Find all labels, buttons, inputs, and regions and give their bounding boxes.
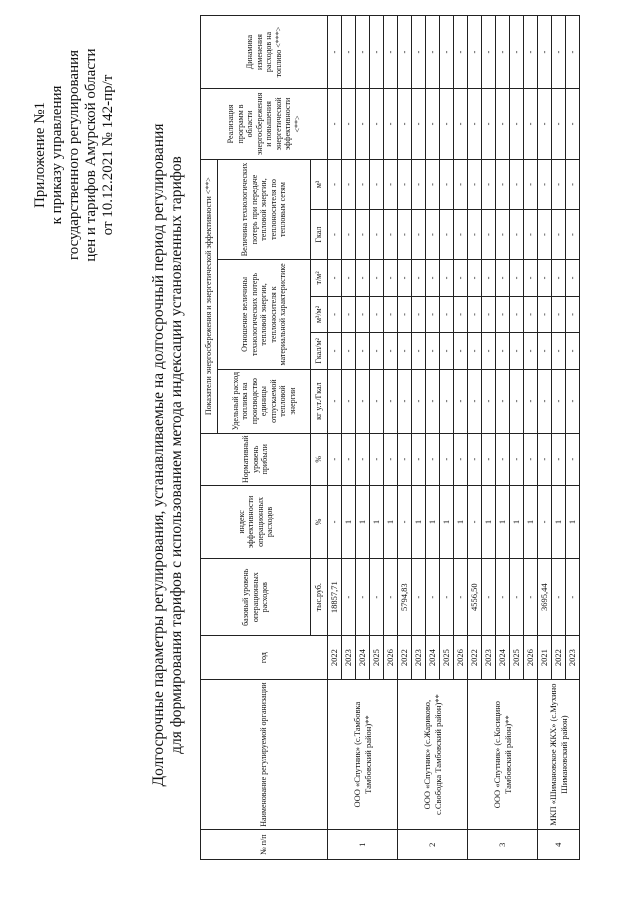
row-year: 2023 xyxy=(566,636,580,679)
cell-profit: - xyxy=(440,433,454,485)
header-index: индекс эффективности операционных расходов xyxy=(201,485,311,558)
cell-ratio-3: - xyxy=(356,260,370,296)
cell-base: - xyxy=(342,558,356,636)
cell-ratio-1: - xyxy=(342,333,356,369)
table-row xyxy=(538,16,552,860)
cell-dynamics: - xyxy=(328,16,342,89)
cell-index: 1 xyxy=(342,485,356,558)
cell-ratio-2: - xyxy=(356,296,370,332)
row-num: 1 xyxy=(328,830,398,860)
cell-loss-1: - xyxy=(454,210,468,260)
cell-profit: - xyxy=(398,433,412,485)
cell-dynamics: - xyxy=(426,16,440,89)
cell-ratio-3: - xyxy=(552,260,566,296)
cell-base: 4556,50 xyxy=(468,558,482,636)
unit-loss-1: Гкал xyxy=(311,210,328,260)
cell-program: - xyxy=(468,89,482,160)
row-year: 2025 xyxy=(440,636,454,679)
cell-ratio-3: - xyxy=(454,260,468,296)
cell-dynamics: - xyxy=(496,16,510,89)
cell-loss-2: - xyxy=(398,159,412,209)
cell-program: - xyxy=(510,89,524,160)
appendix-line: цен и тарифов Амурской области xyxy=(83,48,99,262)
cell-profit: - xyxy=(426,433,440,485)
cell-ratio-1: - xyxy=(468,333,482,369)
row-year: 2022 xyxy=(552,636,566,679)
cell-fuel: - xyxy=(370,369,384,433)
cell-ratio-3: - xyxy=(384,260,398,296)
cell-profit: - xyxy=(538,433,552,485)
cell-dynamics: - xyxy=(552,16,566,89)
header-losses: Величина технологических потерь при передаче тепловой энергии, теплоносителя по тепловым сетям xyxy=(218,159,311,259)
cell-dynamics: - xyxy=(566,16,580,89)
cell-loss-2: - xyxy=(440,159,454,209)
cell-ratio-3: - xyxy=(566,260,580,296)
cell-ratio-3: - xyxy=(482,260,496,296)
cell-fuel: - xyxy=(538,369,552,433)
cell-loss-1: - xyxy=(426,210,440,260)
org-name: ООО «Спутник» (с.Косицино Тамбовский район)** xyxy=(468,679,538,830)
cell-loss-1: - xyxy=(328,210,342,260)
cell-profit: - xyxy=(384,433,398,485)
header-energy-group: Показатели энергосбережения и энергетической эффективности <**> xyxy=(201,159,218,433)
cell-program: - xyxy=(398,89,412,160)
cell-program: - xyxy=(440,89,454,160)
cell-ratio-2: - xyxy=(328,296,342,332)
cell-ratio-2: - xyxy=(398,296,412,332)
cell-base: - xyxy=(524,558,538,636)
org-name: МКП «Шимановское ЖКХ» (с.Мухино Шимановский район) xyxy=(538,679,580,830)
cell-loss-1: - xyxy=(370,210,384,260)
cell-dynamics: - xyxy=(384,16,398,89)
cell-base: - xyxy=(496,558,510,636)
cell-loss-2: - xyxy=(552,159,566,209)
cell-loss-1: - xyxy=(384,210,398,260)
org-name: ООО «Спутник» (с.Тамбовка Тамбовский район)** xyxy=(328,679,398,830)
unit-profit: % xyxy=(311,433,328,485)
cell-index: 1 xyxy=(426,485,440,558)
cell-ratio-1: - xyxy=(566,333,580,369)
cell-index: - xyxy=(538,485,552,558)
row-year: 2023 xyxy=(482,636,496,679)
cell-ratio-1: - xyxy=(370,333,384,369)
cell-loss-2: - xyxy=(468,159,482,209)
cell-profit: - xyxy=(496,433,510,485)
row-year: 2025 xyxy=(510,636,524,679)
cell-fuel: - xyxy=(342,369,356,433)
row-year: 2026 xyxy=(524,636,538,679)
cell-ratio-1: - xyxy=(482,333,496,369)
cell-index: 1 xyxy=(524,485,538,558)
cell-ratio-1: - xyxy=(454,333,468,369)
appendix-header xyxy=(32,45,117,265)
header-dynamics: Динамика изменения расходов на топливо <***> xyxy=(201,16,328,89)
cell-base: 3695,44 xyxy=(538,558,552,636)
cell-loss-2: - xyxy=(356,159,370,209)
cell-program: - xyxy=(566,89,580,160)
cell-fuel: - xyxy=(468,369,482,433)
cell-index: 1 xyxy=(356,485,370,558)
cell-ratio-1: - xyxy=(524,333,538,369)
cell-fuel: - xyxy=(384,369,398,433)
cell-base: - xyxy=(440,558,454,636)
org-name: ООО «Спутник» (с.Жариково, с.Свободка Тамбовский район)** xyxy=(398,679,468,830)
cell-loss-2: - xyxy=(384,159,398,209)
title-line-2: для формирования тарифов с использованием метода индексации установленных тарифов xyxy=(168,156,185,754)
header-org: Наименование регулируемой организации xyxy=(201,679,328,830)
row-year: 2026 xyxy=(454,636,468,679)
unit-index: % xyxy=(311,485,328,558)
cell-profit: - xyxy=(412,433,426,485)
cell-ratio-2: - xyxy=(482,296,496,332)
cell-ratio-2: - xyxy=(342,296,356,332)
row-year: 2024 xyxy=(426,636,440,679)
cell-program: - xyxy=(384,89,398,160)
row-year: 2026 xyxy=(384,636,398,679)
cell-profit: - xyxy=(566,433,580,485)
header-program: Реализация программ в области энергосбережения и повышения энергетической эффективности <**> xyxy=(201,89,328,160)
cell-program: - xyxy=(356,89,370,160)
cell-base: - xyxy=(482,558,496,636)
cell-ratio-1: - xyxy=(328,333,342,369)
header-num: № п/п xyxy=(201,830,328,860)
cell-loss-1: - xyxy=(510,210,524,260)
cell-loss-1: - xyxy=(482,210,496,260)
cell-program: - xyxy=(412,89,426,160)
cell-index: - xyxy=(328,485,342,558)
cell-base: 18857,71 xyxy=(328,558,342,636)
unit-base: тыс.руб. xyxy=(311,558,328,636)
cell-profit: - xyxy=(454,433,468,485)
cell-ratio-2: - xyxy=(566,296,580,332)
cell-profit: - xyxy=(356,433,370,485)
row-num: 2 xyxy=(398,830,468,860)
cell-dynamics: - xyxy=(510,16,524,89)
cell-fuel: - xyxy=(482,369,496,433)
cell-dynamics: - xyxy=(356,16,370,89)
appendix-line: от 10.12.2021 № 142-пр/т xyxy=(100,74,116,236)
cell-base: - xyxy=(370,558,384,636)
cell-ratio-2: - xyxy=(384,296,398,332)
cell-fuel: - xyxy=(398,369,412,433)
cell-index: 1 xyxy=(510,485,524,558)
cell-ratio-1: - xyxy=(538,333,552,369)
cell-dynamics: - xyxy=(454,16,468,89)
cell-ratio-1: - xyxy=(510,333,524,369)
cell-loss-1: - xyxy=(412,210,426,260)
row-num: 4 xyxy=(538,830,580,860)
cell-base: - xyxy=(454,558,468,636)
cell-ratio-2: - xyxy=(468,296,482,332)
cell-ratio-1: - xyxy=(384,333,398,369)
unit-fuel: кг у.т./Гкал xyxy=(311,369,328,433)
cell-loss-1: - xyxy=(524,210,538,260)
header-fuel: Удельный расход топлива на производство единицы отпускаемой тепловой энергии xyxy=(218,369,311,433)
cell-profit: - xyxy=(468,433,482,485)
cell-index: 1 xyxy=(552,485,566,558)
cell-dynamics: - xyxy=(440,16,454,89)
cell-ratio-3: - xyxy=(440,260,454,296)
cell-loss-1: - xyxy=(552,210,566,260)
cell-ratio-2: - xyxy=(538,296,552,332)
cell-loss-2: - xyxy=(342,159,356,209)
cell-loss-2: - xyxy=(370,159,384,209)
row-year: 2022 xyxy=(328,636,342,679)
cell-loss-1: - xyxy=(566,210,580,260)
cell-profit: - xyxy=(552,433,566,485)
cell-index: 1 xyxy=(496,485,510,558)
cell-ratio-1: - xyxy=(398,333,412,369)
cell-profit: - xyxy=(328,433,342,485)
cell-loss-1: - xyxy=(342,210,356,260)
header-year: год xyxy=(201,636,328,679)
cell-profit: - xyxy=(482,433,496,485)
cell-ratio-3: - xyxy=(370,260,384,296)
cell-ratio-3: - xyxy=(538,260,552,296)
table-body xyxy=(328,16,580,860)
cell-program: - xyxy=(454,89,468,160)
cell-dynamics: - xyxy=(412,16,426,89)
cell-program: - xyxy=(426,89,440,160)
cell-ratio-1: - xyxy=(356,333,370,369)
row-year: 2025 xyxy=(370,636,384,679)
cell-program: - xyxy=(538,89,552,160)
cell-program: - xyxy=(496,89,510,160)
cell-index: 1 xyxy=(454,485,468,558)
cell-ratio-3: - xyxy=(510,260,524,296)
row-year: 2024 xyxy=(356,636,370,679)
cell-program: - xyxy=(342,89,356,160)
cell-index: 1 xyxy=(566,485,580,558)
cell-fuel: - xyxy=(328,369,342,433)
header-profit: Нормативный уровень прибыли xyxy=(201,433,311,485)
cell-loss-2: - xyxy=(524,159,538,209)
title-line-1: Долгосрочные параметры регулирования, устанавливаемые на долгосрочный период регулирования xyxy=(150,123,167,787)
cell-ratio-1: - xyxy=(552,333,566,369)
cell-fuel: - xyxy=(566,369,580,433)
cell-base: - xyxy=(552,558,566,636)
cell-fuel: - xyxy=(524,369,538,433)
cell-program: - xyxy=(524,89,538,160)
header-ratio: Отношение величины технологических потерь тепловой энергии, теплоносителя к материальной характеристике xyxy=(218,260,311,369)
unit-ratio-2: м³/м² xyxy=(311,296,328,332)
cell-fuel: - xyxy=(454,369,468,433)
document-title xyxy=(150,35,186,875)
cell-ratio-1: - xyxy=(426,333,440,369)
cell-fuel: - xyxy=(426,369,440,433)
cell-ratio-2: - xyxy=(524,296,538,332)
cell-index: 1 xyxy=(370,485,384,558)
cell-dynamics: - xyxy=(398,16,412,89)
cell-ratio-3: - xyxy=(412,260,426,296)
row-year: 2023 xyxy=(342,636,356,679)
cell-loss-2: - xyxy=(496,159,510,209)
row-year: 2022 xyxy=(468,636,482,679)
unit-ratio-1: Гкал/м² xyxy=(311,333,328,369)
cell-ratio-1: - xyxy=(496,333,510,369)
appendix-line: к приказу управления xyxy=(49,85,65,225)
appendix-line: государственного регулирования xyxy=(66,49,82,261)
cell-dynamics: - xyxy=(482,16,496,89)
cell-fuel: - xyxy=(552,369,566,433)
cell-ratio-3: - xyxy=(426,260,440,296)
cell-ratio-2: - xyxy=(440,296,454,332)
cell-index: - xyxy=(398,485,412,558)
cell-ratio-2: - xyxy=(412,296,426,332)
cell-base: - xyxy=(426,558,440,636)
cell-fuel: - xyxy=(510,369,524,433)
cell-ratio-2: - xyxy=(426,296,440,332)
table-row xyxy=(468,16,482,860)
cell-profit: - xyxy=(510,433,524,485)
cell-index: - xyxy=(468,485,482,558)
cell-dynamics: - xyxy=(468,16,482,89)
cell-program: - xyxy=(482,89,496,160)
cell-loss-2: - xyxy=(454,159,468,209)
cell-program: - xyxy=(552,89,566,160)
cell-ratio-3: - xyxy=(524,260,538,296)
cell-loss-2: - xyxy=(426,159,440,209)
cell-fuel: - xyxy=(496,369,510,433)
unit-loss-2: м³ xyxy=(311,159,328,209)
cell-ratio-2: - xyxy=(552,296,566,332)
cell-loss-2: - xyxy=(510,159,524,209)
cell-loss-1: - xyxy=(496,210,510,260)
cell-loss-1: - xyxy=(356,210,370,260)
cell-base: - xyxy=(566,558,580,636)
cell-ratio-3: - xyxy=(468,260,482,296)
cell-fuel: - xyxy=(356,369,370,433)
cell-ratio-3: - xyxy=(328,260,342,296)
row-num: 3 xyxy=(468,830,538,860)
cell-ratio-2: - xyxy=(510,296,524,332)
row-year: 2022 xyxy=(398,636,412,679)
cell-profit: - xyxy=(524,433,538,485)
cell-base: 5794,83 xyxy=(398,558,412,636)
cell-loss-2: - xyxy=(328,159,342,209)
cell-profit: - xyxy=(370,433,384,485)
row-year: 2024 xyxy=(496,636,510,679)
cell-profit: - xyxy=(342,433,356,485)
cell-dynamics: - xyxy=(370,16,384,89)
row-year: 2021 xyxy=(538,636,552,679)
cell-loss-1: - xyxy=(440,210,454,260)
cell-index: 1 xyxy=(412,485,426,558)
cell-loss-1: - xyxy=(468,210,482,260)
cell-ratio-2: - xyxy=(370,296,384,332)
cell-ratio-1: - xyxy=(440,333,454,369)
table-row xyxy=(398,16,412,860)
cell-ratio-1: - xyxy=(412,333,426,369)
cell-dynamics: - xyxy=(524,16,538,89)
cell-loss-1: - xyxy=(538,210,552,260)
header-base: базовый уровень операционных расходов xyxy=(201,558,311,636)
cell-ratio-2: - xyxy=(496,296,510,332)
cell-fuel: - xyxy=(412,369,426,433)
cell-loss-2: - xyxy=(566,159,580,209)
cell-index: 1 xyxy=(440,485,454,558)
cell-loss-2: - xyxy=(482,159,496,209)
cell-base: - xyxy=(356,558,370,636)
cell-base: - xyxy=(510,558,524,636)
parameters-table xyxy=(200,15,580,860)
unit-ratio-3: т/м² xyxy=(311,260,328,296)
cell-program: - xyxy=(328,89,342,160)
cell-loss-2: - xyxy=(412,159,426,209)
cell-index: 1 xyxy=(482,485,496,558)
cell-loss-1: - xyxy=(398,210,412,260)
cell-ratio-2: - xyxy=(454,296,468,332)
cell-base: - xyxy=(412,558,426,636)
cell-base: - xyxy=(384,558,398,636)
cell-ratio-3: - xyxy=(496,260,510,296)
cell-loss-2: - xyxy=(538,159,552,209)
table-row xyxy=(328,16,342,860)
cell-dynamics: - xyxy=(342,16,356,89)
appendix-line: Приложение №1 xyxy=(32,101,48,209)
cell-ratio-3: - xyxy=(342,260,356,296)
cell-fuel: - xyxy=(440,369,454,433)
row-year: 2023 xyxy=(412,636,426,679)
cell-index: 1 xyxy=(384,485,398,558)
cell-program: - xyxy=(370,89,384,160)
cell-dynamics: - xyxy=(538,16,552,89)
cell-ratio-3: - xyxy=(398,260,412,296)
